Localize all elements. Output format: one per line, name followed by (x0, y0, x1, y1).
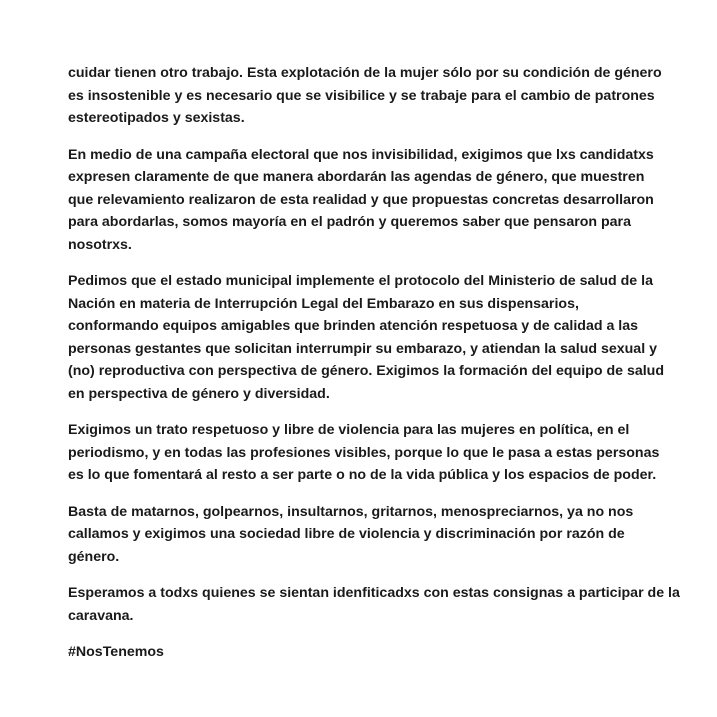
text-line: en perspectiva de género y diversidad. (68, 385, 330, 402)
text-line: estereotipados y sexistas. (68, 110, 245, 126)
paragraph-electoral-campaign (68, 144, 713, 257)
text-line: es lo que fomentará al resto a ser parte o no de la vida pública y los espacios de poder. (68, 467, 657, 483)
text-line: expresen claramente de que manera abordarán las agendas de género, que muestren (68, 169, 645, 185)
paragraph-respectful-treatment (68, 419, 713, 487)
text-line: caravana. (68, 607, 134, 624)
text-line: personas gestantes que solicitan interrumpir su embarazo, y atiendan la salud sexual y (68, 340, 657, 357)
text-line: Basta de matarnos, golpearnos, insultarnos, gritarnos, menospreciarnos, ya no nos (68, 503, 634, 520)
text-line: (no) reproductiva con perspectiva de género. Exigimos la formación del equipo de salud (68, 363, 664, 379)
text-line: conformando equipos amigables que brinden atención respetuosa y de calidad a las (68, 318, 639, 334)
text-line: Exigimos un trato respetuoso y libre de violencia para las mujeres en política, en el (68, 422, 630, 438)
hashtag: #NosTenemos (68, 644, 164, 660)
text-line: periodismo, y en todas las profesiones visibles, porque lo que le pasa a estas personas (68, 444, 660, 461)
paragraph-caravan-invitation (68, 582, 713, 627)
text-line: Esperamos a todxs quienes se sientan idenfiticadxs con estas consignas a participar de la (68, 585, 680, 601)
text-line: para abordarlas, somos mayoría en el padrón y queremos saber que pensaron para (68, 214, 631, 230)
text-line: Nación en materia de Interrupción Legal del Embarazo en sus dispensarios, (68, 295, 579, 312)
text-line: que relevamiento realizaron de esta realidad y que propuestas concretas desarrollaron (68, 191, 654, 208)
text-line: En medio de una campaña electoral que nos invisibilidad, exigimos que lxs candidatxs (68, 146, 654, 163)
text-line: cuidar tienen otro trabajo. Esta explotación de la mujer sólo por su condición de género (68, 65, 662, 81)
text-line: Pedimos que el estado municipal implemente el protocolo del Ministerio de salud de la (68, 273, 653, 289)
text-line: género. (68, 548, 120, 565)
text-line: callamos y exigimos una sociedad libre de violencia y discriminación por razón de (68, 526, 625, 542)
paragraph-health-protocol (68, 270, 713, 405)
paragraph-stop-violence (68, 501, 713, 569)
paragraph-gender-exploitation (68, 62, 713, 130)
document-body (68, 62, 713, 664)
text-line: es insostenible y es necesario que se visibilice y se trabaje para el cambio de patrones (68, 87, 655, 104)
text-line: nosotrxs. (68, 236, 132, 253)
